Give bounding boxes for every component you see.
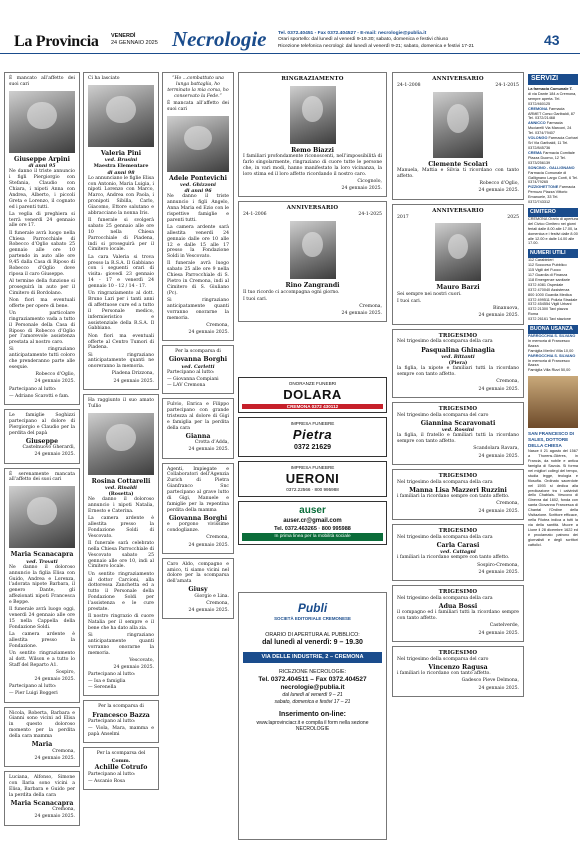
notice-borghi: Per la scomparsa di Giovanna Borghi ved. Carletti Partecipano al lutto: — Giovanna Compiani — LAV Cremona (162, 345, 234, 394)
numeri-utili-list: 112 Carabinieri 112 Soccorso Pubblico 115 Vigili del Fuoco 117 Guardia di Finanza 118 Emergenze sanitarie 0372 4081 Ospedale 0372 470040 Assistenza 800 1000 Guardia Medica 0372 499511 Polizia Stradale 0372 454554 Vigili Urbani 0372 21300 Taxi piazza Roma 0372 26161 Taxi stazione (528, 258, 578, 322)
trigesimo-ghinaglia: TRIGESIMO Nel trigesimo della scomparsa della cara Pasqualina Ghinaglia ved. Bittanti (Piera) la figlia, la nipote e familiari tutti la ricordano sempre con tanto affetto. Cremona, 24 gennaio 2025. (392, 329, 524, 398)
farmacia-item: CREMONA Farmacia ARMET Corso Garibaldi, 87 Tel. 0372/21468 (528, 106, 576, 121)
portrait-photo (290, 86, 336, 144)
issue-date: VENERDÌ 24 GENNAIO 2025 (111, 33, 158, 46)
ad-ueroni[interactable]: IMPRESA FUNEBRE UERONI 0372.22566 · 800 995988 (238, 461, 387, 497)
portrait-photo (9, 91, 75, 153)
notice-borghi-zurich: Agenti, Impiegate e Collaboratori dell’Agenzia Zurich di Pietra Gianfranco Snc partecipano al grave lutto di Gigi, Manuele e famiglie per la repentina perdita della mamma Giovanna Borghi e porgono vivissime condoglianze. Cremona, 24 gennaio 2025. (162, 463, 234, 554)
column-1 (4, 72, 80, 830)
trigesimo-bossi: TRIGESIMO Nel trigesimo della scomparsa della cara Adua Bossi il compagno ed i familiari tutti la ricordano sempre con tanto affetto. Castelverde, 24 gennaio 2025. (392, 585, 524, 642)
funeral-ads (238, 377, 387, 549)
column-3 (162, 72, 234, 623)
publi-email-link[interactable]: necrologie@publia.it (280, 683, 345, 691)
publi-logo: Publi (297, 601, 328, 615)
portrait-photo (167, 116, 229, 172)
notice-cotrufo: Per la scomparsa del Comm. Achille Cotrufo Partecipano al lutto: — Ascanio Rosa (83, 747, 159, 790)
notice-gianna: Fulvio, Enrica e Filippo partecipano con grande tristezza al dolore di Gigi e famiglia per la perdita della cara Gianna Crotta d’Adda, 24 gennaio 2025. (162, 398, 234, 458)
portrait-photo (433, 92, 483, 158)
trigesimo-scaravonati: TRIGESIMO Nel trigesimo della scomparsa del caro Giannina Scaravonati ved. Rossini la figlia, il fratello e familiari tutti la ricordano sempre con tanto affetto. Scandolara Ravara, 24 gennaio 2025. (392, 402, 524, 465)
anniversary-barzi: ANNIVERSARIO 2017 2025 Mauro Barzi Sei sempre nei nostri cuori. I tuoi cari. Binanuova, 24 gennaio 2025. (392, 204, 524, 325)
ad-dolara[interactable]: ONORANZE FUNEBRI DOLARA CREMONA 0372 430112 (238, 377, 387, 413)
notice-maria-scanacapra: Luciana, Alfonso, Simone con Ilaria sono vicini a Elisa, Barbara e Guido per la perdita della cara Maria Scanacapra Cremona, 24 gennaio 2025. (4, 771, 80, 826)
page-header (0, 0, 580, 54)
notice-giuseppe: Le famiglie Soghizzi partecipano al dolore di Piergiorgio e Claudio per la perdita del papà Giuseppe Castelnuovo Gherardi, 24 gennaio 2025. (4, 409, 80, 464)
servizi-sidebar: SERVIZI La farmacia Comunale T. di via Dante 184 a Cremona, sempre aperta. Tel. 0372/460125 CREMONA Farmacia ARMET Corso Garibaldi, 87 Tel. 0372/21468 ANNICCO Farmacia Muciarelli Via Marconi, 24 Tel. 0374/79407 VOLONGO Farmacia Corbari Srl Via Garibaldi, 11 Tel. 0372/845736 CREMA Farmacia Comitale Piazza Duomo, 12 Tel. 0373/256139 SONCINO - GALLIGNANO Farmacia Comunale di Gallignano Largo Conti, 6 Tel. 0374/79265 PIZZIGHETTONE Farmacia Pernuzo Piazza Vittorio Emanuele, 33 Tel. 0372/743312 CIMITERO CREMONA Orario di apertura del Civico Cimitero nei giorni feriali dalle 8.00 alle 17.00, la domenica e i festivi dalle 8.00 alle 12.00 e dalle 14.00 alle 17.00. NUMERI UTILI 112 Carabinieri 112 Soccorso Pubblico 115 Vigili del Fuoco 117 Guardia di Finanza 118 Emergenze sanitarie 0372 4081 Ospedale 0372 470040 Assistenza 800 1000 Guardia Medica 0372 499511 Polizia Stradale 0372 454554 Vigili Urbani 0372 21300 Taxi piazza Roma 0372 26161 Taxi stazione BUONA USANZA PARROCCHIA S. SILVANO In memoria di Francesco Bazza Famiglia Merlini Villa 10,00 PARROCCHIA S. SILVANO In memoria di Francesco Bazza Famiglia Villa Rizzi 50,00 SAN FRANCESCO DI SALES, DOTTORE DELLA CHIESA Nasce il 21 agosto del 1567 a Thorens-Glières, in Francia, da nobile e antica famiglia di Savoia. Si forma nei migliori collegi del tempo, studia legge, teologia e filosofia. Ordinato sacerdote nel 1593 si dedica alla predicazione tra i calvinisti dello Chablais. Vescovo di Ginevra dal 1602, fonda con santa Giovanna Francesca di Chantal l’Ordine della Visitazione. Scrittore efficace, nella Filotea indica a tutti la via della santità. Muore a Lione il 28 dicembre 1622 ed è proclamato patrono dei giornalisti e degli scrittori cattolici. (528, 75, 579, 547)
section-title: Necrologie (172, 27, 267, 51)
farmacie-list (528, 107, 578, 205)
anniversary-scolari: ANNIVERSARIO 24-1-2008 24-1-2015 Clemente Scolari Manuela, Mattia e Silvia ti ricordano con tanto affetto. Robecco d’Oglio, 24 gennaio 2025. (392, 72, 524, 200)
portrait-photo (88, 85, 154, 147)
obituary-scanacapra: È serenamente mancata all’affetto dei suoi cari Maria Scanacapra ved. Trovati Ne danno il doloroso annuncio la figlia Elisa con Guido, Andrea e Lorenza, l’adorata nipote Barbara, il genero Dante, gli affezionati nipoti Francesca e Beppe. Il funerale avrà luogo oggi, venerdì 24 gennaio alle ore 15 nella Cappella della Fondazione Soldi. La camera ardente è allestita presso la Fondazione. Un sentito ringraziamento al dott. Wilson e a tutto lo Staff del Reparto A1. Sospiro, 24 gennaio 2025. Partecipano al lutto: — Pier Luigi Boggeri (4, 468, 80, 703)
farmacia-item: PIZZIGHETTONE Farmacia Pernuzo Piazza Vittorio Emanuele, 33 Tel. 0372/743312 (528, 185, 576, 205)
saint-image (528, 376, 578, 428)
column-2 (83, 72, 159, 794)
ad-pietra[interactable]: IMPRESA FUNEBRE Pietra 0372 21629 (238, 417, 387, 456)
notice-bazza: Per la scomparsa di Francesco Bazza Partecipano al lutto: — Viola, Mara, mamma e papà Anselmi (83, 700, 159, 743)
obituary-cottarelli: Ha raggiunto il suo amato Tullio Rosina Cottarelli ved. Rinaldi (Rosetta) Ne danno il doloroso annuncio i nipoti Natalia, Ernesto e Caterina. La camera ardente è allestita presso la Fondazione Soldi di Vescovato. Il funerale sarà celebrato nella Chiesa Parrocchiale di Vescovato sabato 25 gennaio alle ore 10, indi al Cimitero locale. Un sentito ringraziamento al dottor Carcioni, alla dottoressa Zanchetta ed a tutto il Personale della Fondazione Soldi per l’assistenza e le cure prestate. Il nostro ringrazio di cuore Natalia per il sempre e il bene che ha dato alla zia. Si ringraziano anticipatamente quanti vorranno onorarne la memoria. Vescovato, 24 gennaio 2025. Partecipano al lutto: — Isa e famiglia — Serenella (83, 394, 159, 697)
farmacia-item: VOLONGO Farmacia Corbari Srl Via Garibaldi, 11 Tel. 0372/845736 (528, 136, 578, 151)
portrait-photo (435, 223, 481, 281)
trigesimo-ragusa: TRIGESIMO Nel trigesimo della scomparsa del caro Vincenzo Ragusa i familiari lo ricordano con tanto affetto. Gadesco Pieve Delmona, 24 gennaio 2025. (392, 646, 524, 697)
servizi-title: SERVIZI (528, 74, 578, 85)
thanks-biazzi: RINGRAZIAMENTO Remo Biazzi I familiari profondamente riconoscenti, nell’impossibilità di farlo singolarmente, ringraziano di cuore tutte le persone che, in vari modi, hanno manifestato la loro vicinanza, la loro stima ed il loro affetto ricordando il nostro caro. Cicognolo, 24 gennaio 2025. (238, 72, 387, 197)
portrait-photo (88, 413, 154, 475)
column-4 (238, 72, 387, 326)
obituary-arpini: È mancato all’affetto dei suoi cari Giuseppe Arpini di anni 95 Ne danno il triste annuncio i figli Piergiorgio con Stefania, Claudio con Chiara, i nipoti Anna con Andrea, Alberto, i piccoli Greta e Lorenzo, il cognato ed i parenti tutti. La veglia di preghiera si terrà venerdì 24 gennaio alle ore 17. Il funerale avrà luogo nella Chiesa Parrocchiale di Robecco d’Oglio sabato 25 gennaio alle ore 10 partendo in auto alle ore 9,45 dalla Casa di Riposo di Robecco d’Oglio dove riposa il caro Giuseppe. Al termine della funzione si proseguirà in auto per il Cimitero di Bordolano. Non fiori ma eventuali offerte per opere di bene. Un particolare ringraziamento vada a tutto il Personale della Casa di Riposo di Robecco d’Oglio per l’amorevole assistenza prestata al nostro caro. Si ringraziano anticipatamente tutti coloro che prenderanno parte alle esequie. Robecco d’Oglio, 24 gennaio 2025. Partecipano al lutto: — Adriano Scarotti e fam. (4, 72, 80, 405)
farmacia-item: CREMA Farmacia Comitale Piazza Duomo, 12 Tel. 0373/256139 (528, 150, 575, 165)
page-number: 43 (544, 32, 560, 48)
ad-auser[interactable]: auser auser.cr@gmail.com Tel. 0372.463265 · 800 995988 In prima linea per la mobilità sociale (238, 501, 387, 545)
obituary-pontevichi: “Ho ...combattuto una lunga battaglia, ho terminato la mia corsa, ho conservato la Fede.” È mancata all’affetto dei suoi cari Adele Pontevichi ved. Ghizzoni di anni 96 Ne danno il triste annuncio i figli Angelo, Anna Maria ed Ezio con le rispettive famiglie e parenti tutti. La camera ardente sarà allestita venerdì 24 gennaio dalle ore 10 alle 12 e dalle 15 alle 17 presso la Fondazione Soldi in Vescovato. Il funerale avrà luogo sabato 25 alle ore 9 nella Chiesa Parrocchiale di S. Pietro in Cremona, indi al Cimitero di S. Giuliano (Pc). Si ringraziano anticipatamente quanti vorranno onorarne la memoria. Cremona, 24 gennaio 2025. (162, 72, 234, 341)
masthead: La Provincia (14, 33, 99, 50)
farmacia-item: ANNICCO Farmacia Muciarelli Via Marconi, 24 Tel. 0374/79407 (528, 121, 572, 136)
anniversary-zangrandi: ANNIVERSARIO 24-1-2006 24-1-2025 Rino Zangrandi Il tuo ricordo ci accompagna ogni giorno. I tuoi cari. Cremona, 24 gennaio 2025. (238, 201, 387, 322)
trigesimo-mazzeri: TRIGESIMO Nel trigesimo della scomparsa della cara Manna Lisa Mazzeri Ruzzini i familiari la ricordano sempre con tanto affetto. Cremona, 24 gennaio 2025. (392, 469, 524, 520)
farmacia-item: SONCINO - GALLIGNANO Farmacia Comunale di Gallignano Largo Conti, 6 Tel. 0374/79265 (528, 165, 578, 185)
portrait-photo (290, 221, 336, 279)
column-5 (392, 72, 524, 701)
notice-maria: Nicola, Roberta, Barbara e Gianni sono vicini ad Elisa in questo doloroso momento per la perdita della cara mamma Maria Cremona, 24 gennaio 2025. (4, 707, 80, 767)
header-contacts: Tel. 0372.40451 - Fax 0372.404527 - E-mail: necrologie@publia.it Orari sportello: dal lunedì al venerdì 9-19.30; sabato, domenica e festivi chiuso Ricezione telefonica necrologi: dal lunedì al venerdì 9-21; sabato, domenica e festivi 17-21 (278, 31, 475, 49)
publi-box: Publi SOCIETÀ EDITORIALE CREMONESE ORARIO DI APERTURA AL PUBBLICO: dal lunedì al venerdì: 9 – 19.30 VIA DELLE INDUSTRIE, 2 – CREMONA RICEZIONE NECROLOGIE: Tel. 0372.404511 – Fax 0372.404527 necrologie@publia.it dal lunedì al venerdì 9 – 21 sabato, domenica e festivi 17 – 21 Inserimento on-line: www.laprovinciacr.it e compila il form nella sezione NECROLOGIE (238, 592, 387, 840)
obituary-pini: Ci ha lasciato Valeria Pini ved. Brusini Maestra Elementare di anni 98 Lo annunciano le figlie Elisa con Antonio, Maria Luigia, i nipoti Lorenzo con Marco, Marco, Andrea con Paola, i pronipoti Sibilla, Carlo, Giacomo, Ettore salutano e abbracciano la nonna Iris. Il funerale si svolgerà sabato 25 gennaio alle ore 10 nella Chiesa Parrocchiale di Piadena, indi si proseguirà per il Cimitero locale. La cara Valeria si trova presso la R.S.A. Il Gabbiano con i seguenti orari di visita: giovedì 23 gennaio 14 - 17 e venerdì 24 gennaio 10 - 12 / 14 - 17. Un ringraziamento al dott. Bruno Lari per i tanti anni di affettuose cure ed a tutto il Personale medico, infermieristico e assistenziale della R.S.A. Il Gabbiano. Non fiori ma eventuali offerte al Centro Tumori di Piadena. Si ringraziano anticipatamente quanti ne onoreranno la memoria. Piadena Drizzona, 24 gennaio 2025. (83, 72, 159, 390)
portrait-photo (9, 486, 75, 548)
trigesimo-carasi: TRIGESIMO Nel trigesimo della scomparsa della cara Carla Carasi ved. Cattagni i familiari la ricordano sempre con tanto affetto. Sospiro-Cremona, 24 gennaio 2025. (392, 524, 524, 581)
publi-web-link[interactable]: www.laprovinciacr.it e compila il form nella sezione NECROLOGIE (256, 719, 369, 733)
notice-giusy: Caro Aldo, compagno e amico, ti siamo vicini nel dolore per la scomparsa dell’amata Giusy Giorgio e Lina. Cremona, 24 gennaio 2025. (162, 558, 234, 620)
